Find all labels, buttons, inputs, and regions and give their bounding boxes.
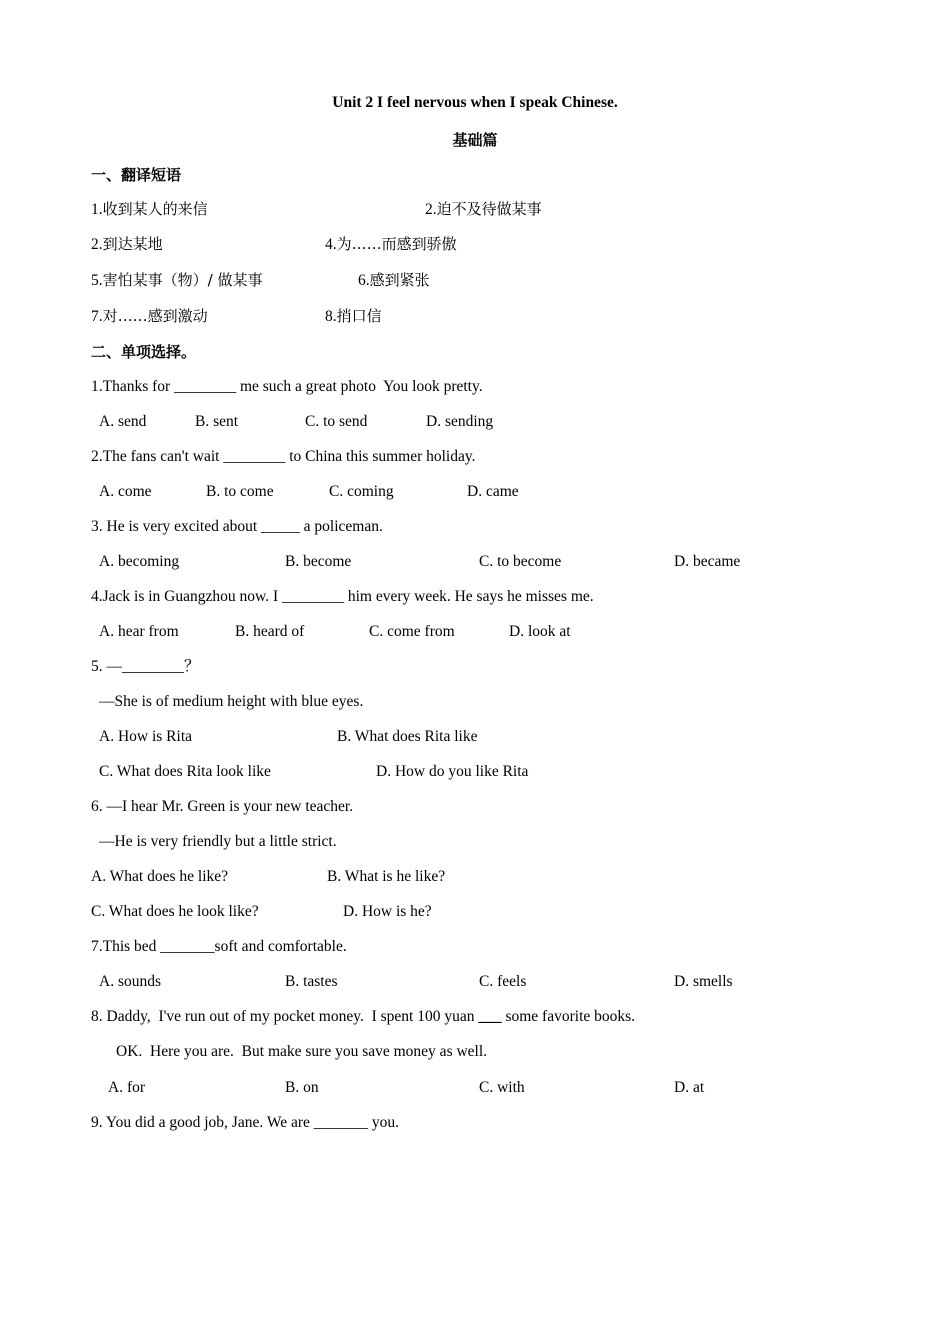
q5-option-c: C. What does Rita look like	[99, 763, 271, 780]
q5-option-d: D. How do you like Rita	[376, 763, 529, 780]
question-1-stem: 1.Thanks for ________ me such a great photo You look pretty.	[91, 378, 483, 395]
phrase-3: 2.到达某地	[91, 235, 163, 253]
q7-option-b: B. tastes	[285, 973, 338, 990]
q5-option-a: A. How is Rita	[99, 728, 192, 745]
q5-option-b: B. What does Rita like	[337, 728, 478, 745]
q3-option-b: B. become	[285, 553, 352, 570]
q1-option-c: C. to send	[305, 413, 368, 430]
q3-option-c: C. to become	[479, 553, 562, 570]
q8-option-c: C. with	[479, 1079, 525, 1096]
question-8-stem: 8. Daddy, I've run out of my pocket money. I spent 100 yuan ___ some favorite books.	[91, 1008, 636, 1025]
question-7-stem: 7.This bed _______soft and comfortable.	[91, 938, 347, 955]
document-title: Unit 2 I feel nervous when I speak Chinese.	[332, 94, 618, 111]
q4-option-b: B. heard of	[235, 623, 305, 640]
question-3-stem: 3. He is very excited about _____ a policeman.	[91, 518, 383, 535]
question-4-stem: 4.Jack is in Guangzhou now. I ________ him every week. He says he misses me.	[91, 588, 594, 605]
question-2-stem: 2.The fans can't wait ________ to China this summer holiday.	[91, 448, 476, 465]
q8-option-b: B. on	[285, 1079, 319, 1096]
q2-option-c: C. coming	[329, 483, 394, 500]
section2-heading: 二、单项选择。	[91, 343, 197, 361]
question-9-stem: 9. You did a good job, Jane. We are _______ you.	[91, 1114, 400, 1131]
phrase-4: 4.为……而感到骄傲	[325, 235, 457, 253]
q6-option-d: D. How is he?	[343, 903, 432, 920]
q1-option-a: A. send	[99, 413, 147, 430]
q6-option-b: B. What is he like?	[327, 868, 446, 885]
question-6-reply: —He is very friendly but a little strict.	[99, 833, 337, 850]
question-8-reply: OK. Here you are. But make sure you save money as well.	[116, 1043, 488, 1060]
question-5-reply: —She is of medium height with blue eyes.	[99, 693, 364, 710]
q6-option-c: C. What does he look like?	[91, 903, 259, 920]
q7-option-d: D. smells	[674, 973, 733, 990]
q7-option-c: C. feels	[479, 973, 527, 990]
q8-option-a: A. for	[108, 1079, 146, 1096]
q6-option-a: A. What does he like?	[91, 868, 229, 885]
phrase-1: 1.收到某人的来信	[91, 200, 208, 218]
q4-option-d: D. look at	[509, 623, 571, 640]
phrase-5: 5.害怕某事（物）/ 做某事	[91, 271, 263, 289]
q8-option-d: D. at	[674, 1079, 705, 1096]
q4-option-a: A. hear from	[99, 623, 179, 640]
q4-option-c: C. come from	[369, 623, 455, 640]
q8-blank: ___	[478, 1008, 502, 1025]
q1-option-d: D. sending	[426, 413, 494, 430]
q2-option-b: B. to come	[206, 483, 274, 500]
q2-option-a: A. come	[99, 483, 152, 500]
question-5-stem: 5. —________？	[91, 658, 200, 675]
phrase-7: 7.对……感到激动	[91, 307, 208, 325]
phrase-6: 6.感到紧张	[358, 271, 430, 289]
q2-option-d: D. came	[467, 483, 519, 500]
q3-option-a: A. becoming	[99, 553, 180, 570]
q3-option-d: D. became	[674, 553, 741, 570]
document-subtitle: 基础篇	[452, 131, 498, 149]
section1-heading: 一、翻译短语	[91, 166, 182, 184]
phrase-2: 2.迫不及待做某事	[425, 200, 542, 218]
phrase-8: 8.捎口信	[325, 307, 382, 325]
q7-option-a: A. sounds	[99, 973, 162, 990]
question-6-stem: 6. —I hear Mr. Green is your new teacher.	[91, 798, 354, 815]
q1-option-b: B. sent	[195, 413, 239, 430]
